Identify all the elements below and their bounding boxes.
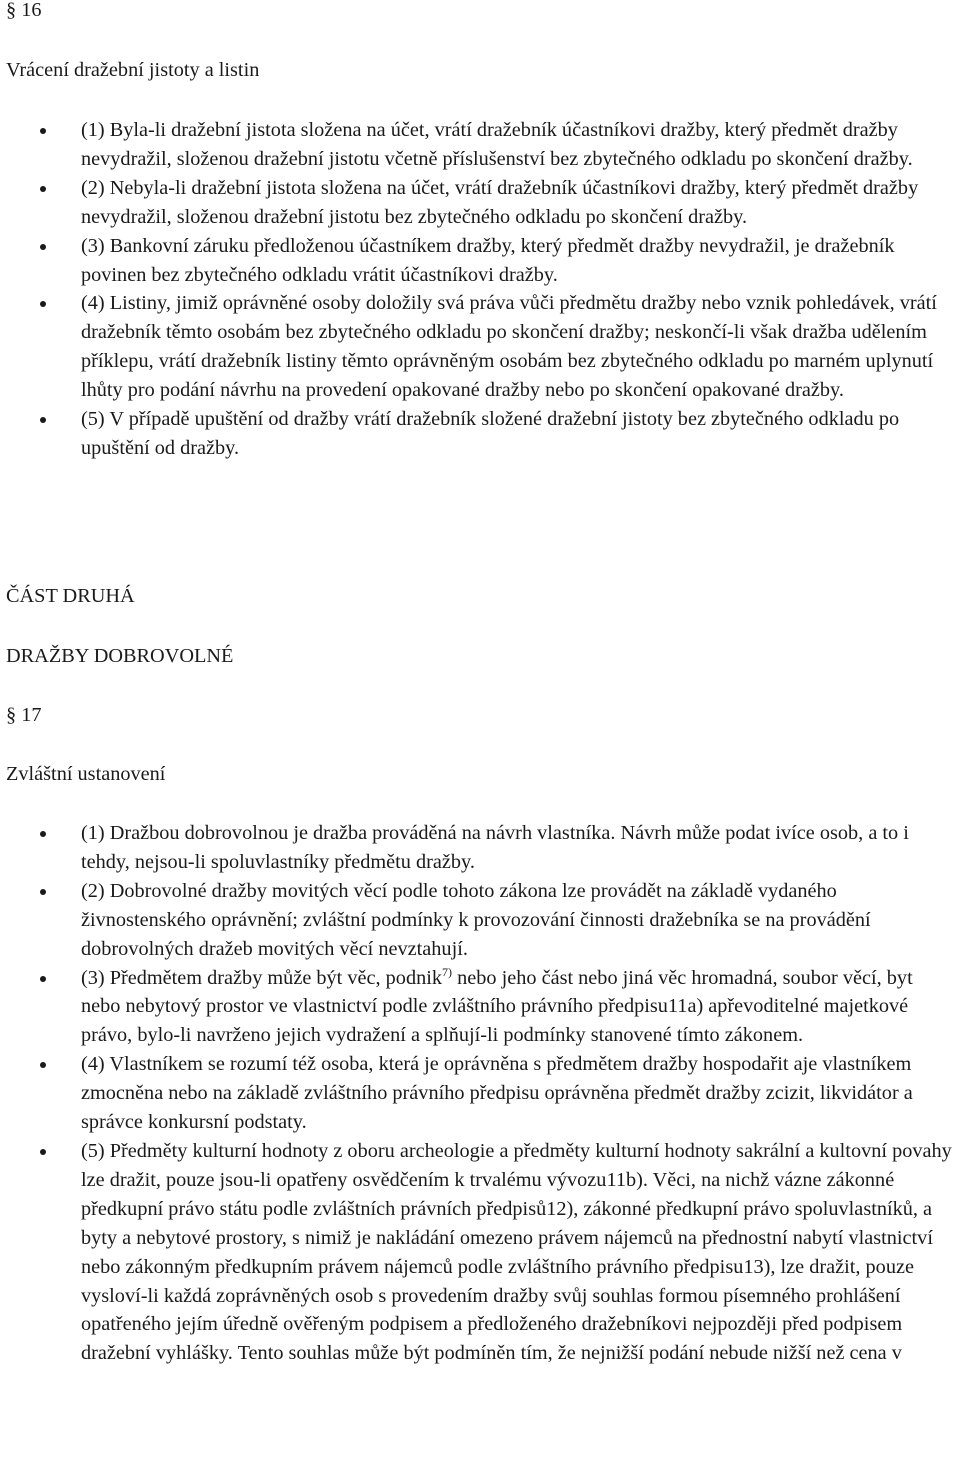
paragraph-number-17: § 17 <box>6 704 42 726</box>
list-item-text: (3) Bankovní záruku předloženou účastníkem dražby, který předmět dražby nevydražil, je dražebník povinen bez zbytečného odkladu vrátit účastníkovi dražby. <box>81 234 895 286</box>
part-label: ČÁST DRUHÁ <box>6 585 135 607</box>
list-item-text <box>81 964 956 1051</box>
section-16-list <box>0 116 960 463</box>
list-item-text: (2) Dobrovolné dražby movitých věcí podle tohoto zákona lze provádět na základě vydaného živnostenského oprávnění; zvláštní podmínky k provozování činnosti dražebníka se na provádění dobrovolných dražeb movitých věcí nevztahují. <box>81 879 871 960</box>
bullet-icon <box>40 976 46 982</box>
bullet-icon <box>40 417 46 423</box>
list-item <box>0 405 960 463</box>
list-item-text: (2) Nebyla-li dražební jistota složena na účet, vrátí dražebník účastníkovi dražby, který předmět dražby nevydražil, složenou dražební jistotu bez zbytečného odkladu po skončení dražby. <box>81 176 919 228</box>
section-title-16: Vrácení dražební jistoty a listin <box>6 59 260 81</box>
section-17-list <box>0 819 960 1368</box>
list-item <box>0 877 960 964</box>
list-item-text: (1) Byla-li dražební jistota složena na účet, vrátí dražebník účastníkovi dražby, který předmět dražby nevydražil, složenou dražební jistotu včetně příslušenství bez zbytečného odkladu po skončení dražby. <box>81 119 913 170</box>
list-item <box>0 232 960 290</box>
list-item <box>0 174 960 232</box>
bullet-icon <box>40 831 46 837</box>
bullet-icon <box>40 301 46 307</box>
list-item-text: (5) Předměty kulturní hodnoty z oboru archeologie a předměty kulturní hodnoty sakrální a kultovní povahy lze dražit, pouze jsou-li opatřeny osvědčením k trvalému vývozu11b). Věci, na nichž vázne zákonné předkupní právo státu podle zvláštních právních předpisů12), zákonné předkupní právo spoluvlastníků, a byty a nebytové prostory, s nimiž je nakládání omezeno právem nájemců na přednostní nabytí vlastnictví nebo zákonným předkupním právem nájemců podle zvláštního právního předpisu13), lze dražit, pouze vysloví-li každá zoprávněných osob s provedením dražby svůj souhlas formou písemného prohlášení opatřeného jejím úředně ověřeným podpisem a předloženého dražebníkovi nejpozději před podpisem dražební vyhlášky. Tento souhlas může být podmíněn tím, že nejnižší podání nebude nižší než cena v <box>81 1139 952 1365</box>
list-item-text: (1) Dražbou dobrovolnou je dražba prováděná na návrh vlastníka. Návrh může podat ivíce osob, a to i tehdy, nejsou-li spoluvlastníky předmětu dražby. <box>81 822 909 873</box>
list-item-text: (4) Vlastníkem se rozumí též osoba, která je oprávněna s předmětem dražby hospodařit aje vlastníkem zmocněna nebo na základě zvláštního právního předpisu oprávněna předmět dražby zcizit, likvidátor a správce konkursní podstaty. <box>81 1053 913 1134</box>
section-title-17: Zvláštní ustanovení <box>6 763 166 785</box>
list-item <box>0 289 960 405</box>
paragraph-number-16: § 16 <box>6 0 42 21</box>
item-text-part: nebo jeho část nebo jiná věc hromadná, soubor věcí, byt nebo nebytový prostor ve vlastnictví podle zvláštního právního předpisu11a) apřevoditelné majetkové právo, bylo-li navrženo jejich vydražení a splňují-li podmínky stanovené tímto zákonem. <box>81 966 913 1047</box>
bullet-icon <box>40 1149 46 1155</box>
bullet-icon <box>40 128 46 134</box>
list-item <box>0 964 960 1051</box>
bullet-icon <box>40 1062 46 1068</box>
list-item <box>0 116 960 174</box>
list-item-text: (4) Listiny, jimiž oprávněné osoby doložily svá práva vůči předmětu dražby nebo vznik pohledávek, vrátí dražebník těmto osobám bez zbytečného odkladu po skončení dražby; neskončí-li však dražba udělením příklepu, vrátí dražebník listiny těmto oprávněným osobám bez zbytečného odkladu po marném uplynutí lhůty pro podání návrhu na provedení opakované dražby nebo po skončení opakované dražby. <box>81 292 937 402</box>
list-item-text: (5) V případě upuštění od dražby vrátí dražebník složené dražební jistoty bez zbytečného odkladu po upuštění od dražby. <box>81 408 900 459</box>
list-item <box>0 1050 960 1137</box>
bullet-icon <box>40 889 46 895</box>
part-title: DRAŽBY DOBROVOLNÉ <box>6 645 234 667</box>
list-item <box>0 819 960 877</box>
bullet-icon <box>40 186 46 192</box>
item-text-part: (3) Předmětem dražby může být věc, podnik <box>81 966 443 989</box>
bullet-icon <box>40 244 46 250</box>
list-item <box>0 1137 960 1368</box>
footnote-reference: 7) <box>442 964 453 979</box>
